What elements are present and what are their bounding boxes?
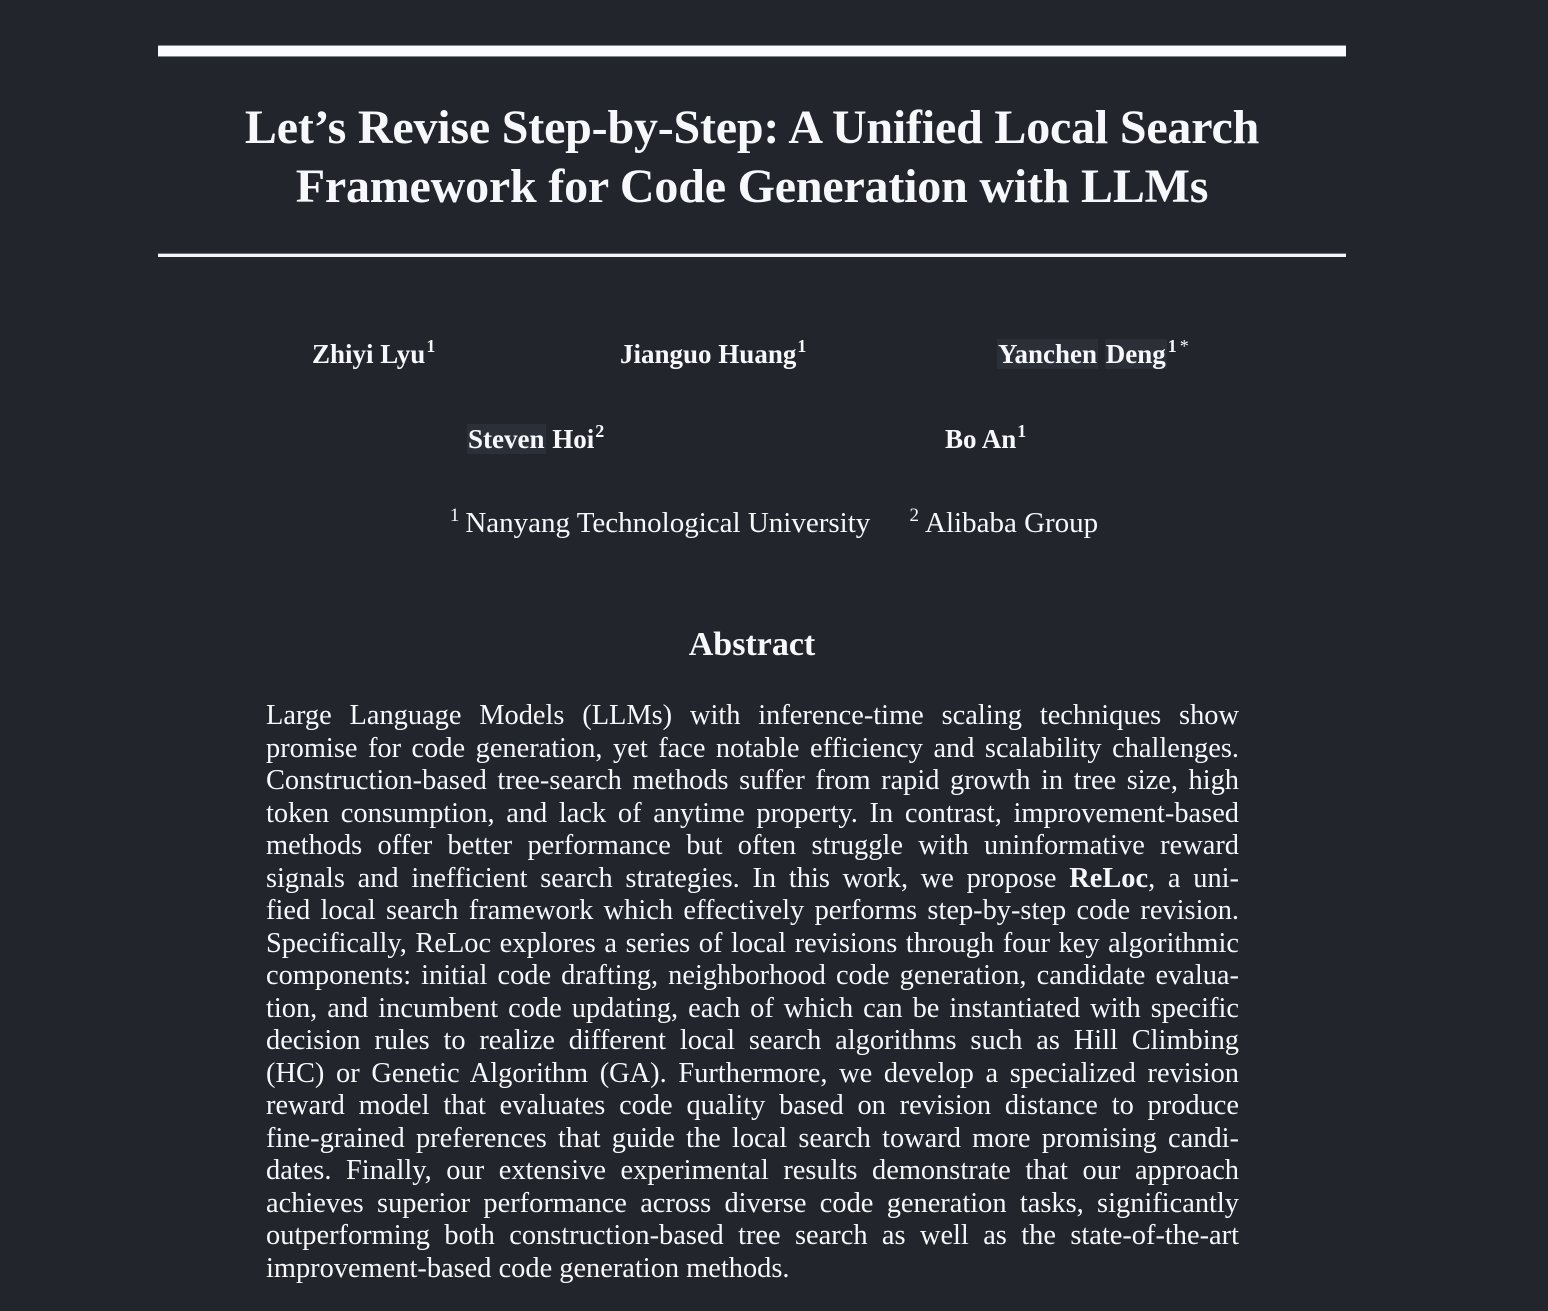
abstract-line: tion, and incumbent code updating, each of which can be instantiated with specific (266, 992, 1239, 1024)
author-first-name: Yanchen (998, 339, 1098, 369)
author-first-name: Zhiyi (312, 339, 374, 369)
paper-title (158, 98, 1346, 216)
affiliation-number: 1 (449, 505, 460, 526)
author-affiliation-mark: 1 (1167, 336, 1177, 356)
abstract-line: fied local search framework which effectively performs step-by-step code revision. (266, 895, 1239, 926)
abstract-line: fine-grained preferences that guide the local search toward more promising candi- (266, 1122, 1239, 1154)
abstract-line: (HC) or Genetic Algorithm (GA). Furthermore, we develop a specialized revision (266, 1057, 1239, 1089)
abstract-heading: Abstract (688, 626, 816, 663)
abstract-text: , a uni- (1148, 862, 1239, 894)
author-jianguo-huang (620, 337, 806, 374)
affiliation-number: 2 (909, 505, 920, 526)
author-last-name: Deng (1105, 339, 1166, 369)
author-last-name: Hoi (552, 424, 595, 454)
abstract-line: improvement-based code generation methods. (266, 1252, 790, 1284)
abstract-line: Specifically, ReLoc explores a series of local revisions through four key algorithmic (266, 927, 1239, 959)
author-affiliation-mark: 1 (797, 336, 807, 356)
affiliation-name: Nanyang Technological University (465, 507, 871, 539)
abstract-line: token consumption, and lack of anytime property. In contrast, improvement-based (266, 797, 1239, 829)
corresponding-author-mark: * (1179, 336, 1189, 356)
title-top-rule (158, 45, 1346, 57)
author-bo-an (945, 422, 1026, 459)
author-affiliation-mark: 2 (595, 421, 605, 441)
author-last-name: An (981, 424, 1017, 454)
abstract-line: reward model that evaluates code quality based on revision distance to produce (266, 1090, 1239, 1121)
abstract-line: Large Language Models (LLMs) with inference-time scaling techniques show (266, 700, 1239, 731)
method-name-reloc: ReLoc (1069, 862, 1149, 894)
affiliation-alibaba (910, 507, 1099, 539)
title-bottom-rule (158, 253, 1346, 257)
abstract-line: achieves superior performance across diverse code generation tasks, significantly (266, 1187, 1239, 1219)
author-first-name: Steven (468, 424, 545, 454)
abstract-text: signals and inefficient search strategies. In this work, we propose (266, 862, 1070, 894)
author-last-name: Lyu (380, 339, 426, 369)
abstract-line: methods offer better performance but often struggle with uninformative reward (266, 830, 1239, 861)
abstract-line: outperforming both construction-based tree search as well as the state-of-the-art (266, 1220, 1239, 1251)
affiliation-name: Alibaba Group (925, 507, 1099, 539)
title-line-2: Framework for Code Generation with LLMs (295, 160, 1209, 213)
author-yanchen-deng (997, 337, 1189, 374)
affiliation-ntu (450, 507, 870, 539)
abstract-line: Construction-based tree-search methods suffer from rapid growth in tree size, high (266, 765, 1239, 796)
title-line-1: Let’s Revise Step-by-Step: A Unified Local Search (244, 101, 1260, 154)
author-affiliation-mark: 1 (1017, 421, 1027, 441)
author-first-name: Jianguo (620, 339, 712, 369)
abstract-line: dates. Finally, our extensive experimental results demonstrate that our approach (266, 1155, 1239, 1186)
affiliations (0, 504, 1548, 546)
author-first-name: Bo (945, 424, 977, 454)
abstract-line-with-method-name (266, 863, 1239, 896)
author-affiliation-mark: 1 (426, 336, 436, 356)
author-steven-hoi (467, 422, 604, 459)
author-last-name: Huang (718, 339, 797, 369)
abstract-line: components: initial code drafting, neighborhood code generation, candidate evalua- (266, 960, 1239, 991)
author-zhiyi-lyu (312, 337, 435, 374)
abstract-line: decision rules to realize different local search algorithms such as Hill Climbing (266, 1025, 1239, 1056)
abstract-line: promise for code generation, yet face notable efficiency and scalability challenges. (266, 732, 1239, 764)
abstract-body (266, 700, 1239, 1285)
